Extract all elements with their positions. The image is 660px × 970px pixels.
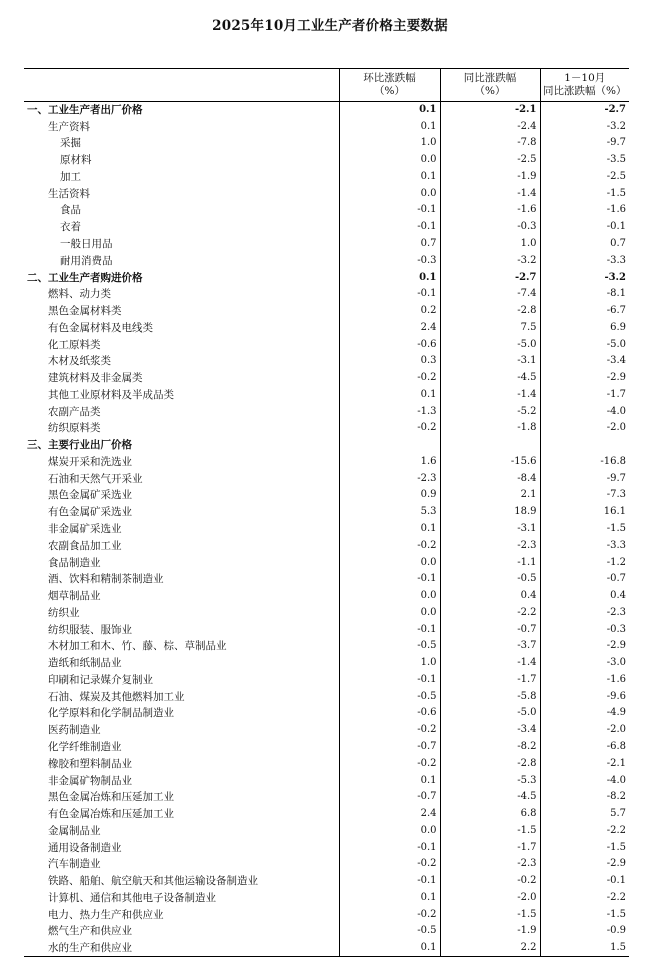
row-label: 印刷和记录媒介复制业 [48, 673, 153, 686]
row-ytd-value: -0.1 [540, 219, 629, 236]
row-ytd-value: -2.9 [540, 638, 629, 655]
table-row [24, 135, 629, 152]
row-label: 化学纤维制造业 [48, 740, 122, 753]
row-label: 生产资料 [48, 120, 90, 133]
header-item-column [24, 69, 339, 102]
row-ytd-value: -1.2 [540, 554, 629, 571]
table-row [24, 621, 629, 638]
table-row [24, 169, 629, 186]
table-row [24, 152, 629, 169]
row-ytd-value: -7.3 [540, 487, 629, 504]
row-yoy-value: -1.7 [440, 672, 540, 689]
row-mom-value: -0.2 [339, 906, 440, 923]
table-row [24, 672, 629, 689]
row-mom-value: -0.1 [339, 621, 440, 638]
row-mom-value: 5.3 [339, 504, 440, 521]
table-row [24, 387, 629, 404]
table-row [24, 588, 629, 605]
row-mom-value: -0.1 [339, 873, 440, 890]
row-label: 燃气生产和供应业 [48, 925, 132, 938]
row-ytd-value: -1.7 [540, 387, 629, 404]
table-row [24, 303, 629, 320]
row-label: 医药制造业 [48, 724, 101, 737]
table-row [24, 906, 629, 923]
table-row [24, 319, 629, 336]
table-row [24, 403, 629, 420]
row-mom-value: -0.1 [339, 219, 440, 236]
row-ytd-value: -1.5 [540, 185, 629, 202]
row-label: 有色金属冶炼和压延加工业 [48, 808, 174, 821]
row-mom-value: 2.4 [339, 319, 440, 336]
table-row [24, 722, 629, 739]
row-label: 其他工业原材料及半成品类 [48, 388, 174, 401]
table-row [24, 822, 629, 839]
row-label: 木材加工和木、竹、藤、棕、草制品业 [48, 640, 227, 653]
row-yoy-value: -2.0 [440, 889, 540, 906]
row-mom-value: -0.2 [339, 856, 440, 873]
row-yoy-value: -2.8 [440, 755, 540, 772]
row-label: 汽车制造业 [48, 858, 101, 871]
table-row [24, 269, 629, 286]
row-ytd-value: -3.3 [540, 537, 629, 554]
table-row [24, 219, 629, 236]
row-label: 黑色金属矿采选业 [48, 489, 132, 502]
row-ytd-value: -1.6 [540, 202, 629, 219]
row-yoy-value: 1.0 [440, 236, 540, 253]
row-label: 黑色金属材料类 [48, 305, 122, 318]
row-yoy-value: -1.1 [440, 554, 540, 571]
row-ytd-value: -2.9 [540, 370, 629, 387]
table-row [24, 370, 629, 387]
row-yoy-value: -1.4 [440, 655, 540, 672]
row-ytd-value: 6.9 [540, 319, 629, 336]
row-ytd-value: -3.2 [540, 118, 629, 135]
row-label: 木材及纸浆类 [48, 355, 111, 368]
row-ytd-value: -8.2 [540, 789, 629, 806]
row-label: 通用设备制造业 [48, 841, 122, 854]
row-ytd-value: -2.1 [540, 755, 629, 772]
row-mom-value: 0.1 [339, 521, 440, 538]
row-ytd-value: -9.6 [540, 688, 629, 705]
row-mom-value: -0.1 [339, 672, 440, 689]
row-ytd-value: -3.0 [540, 655, 629, 672]
table-row [24, 504, 629, 521]
row-mom-value: 0.3 [339, 353, 440, 370]
row-ytd-value: -8.1 [540, 286, 629, 303]
row-label: 纺织原料类 [48, 422, 101, 435]
table-row [24, 755, 629, 772]
row-ytd-value: -0.9 [540, 923, 629, 940]
table-row [24, 789, 629, 806]
table-row [24, 102, 629, 119]
row-yoy-value: -2.3 [440, 537, 540, 554]
header-yoy-change: 同比涨跌幅 （%） [440, 69, 540, 102]
row-yoy-value: -3.7 [440, 638, 540, 655]
row-mom-value: -0.6 [339, 336, 440, 353]
row-label: 建筑材料及非金属类 [48, 372, 143, 385]
row-ytd-value: 1.5 [540, 940, 629, 957]
row-mom-value: 0.1 [339, 102, 440, 119]
row-label: 一般日用品 [60, 238, 113, 250]
row-yoy-value [440, 437, 540, 454]
row-mom-value: -0.5 [339, 638, 440, 655]
row-ytd-value [540, 437, 629, 454]
table-row [24, 688, 629, 705]
row-label: 橡胶和塑料制品业 [48, 757, 132, 770]
row-yoy-value: -4.5 [440, 370, 540, 387]
table-row [24, 286, 629, 303]
row-label: 纺织服装、服饰业 [48, 623, 132, 636]
row-mom-value: -0.1 [339, 286, 440, 303]
table-row [24, 705, 629, 722]
header-ytd-yoy-change: 1－10月 同比涨跌幅（%） [540, 69, 629, 102]
row-label: 化工原料类 [48, 338, 101, 351]
row-label: 二、工业生产者购进价格 [27, 271, 143, 284]
table-row [24, 336, 629, 353]
row-label: 耐用消费品 [60, 254, 113, 267]
row-ytd-value: -2.0 [540, 722, 629, 739]
row-label: 电力、热力生产和供应业 [48, 908, 164, 921]
row-yoy-value: -3.1 [440, 521, 540, 538]
row-ytd-value: -9.7 [540, 135, 629, 152]
table-row [24, 873, 629, 890]
row-label: 石油、煤炭及其他燃料加工业 [48, 690, 185, 703]
row-label: 燃料、动力类 [48, 288, 111, 301]
row-ytd-value: -6.8 [540, 739, 629, 756]
row-yoy-value: -0.7 [440, 621, 540, 638]
row-mom-value: 1.0 [339, 135, 440, 152]
row-yoy-value: -2.1 [440, 102, 540, 119]
row-mom-value: -0.2 [339, 755, 440, 772]
table-row [24, 487, 629, 504]
row-mom-value: -0.7 [339, 789, 440, 806]
row-mom-value: -0.2 [339, 537, 440, 554]
table-row [24, 739, 629, 756]
table-row [24, 940, 629, 957]
document-title: 2025年10月工业生产者价格主要数据 [212, 18, 448, 34]
table-row [24, 655, 629, 672]
row-label: 铁路、船舶、航空航天和其他运输设备制造业 [48, 875, 258, 888]
row-label: 煤炭开采和洗选业 [48, 455, 132, 468]
row-mom-value: 0.7 [339, 236, 440, 253]
row-mom-value: -0.1 [339, 571, 440, 588]
row-yoy-value: -4.5 [440, 789, 540, 806]
row-yoy-value: -2.5 [440, 152, 540, 169]
row-ytd-value: -3.4 [540, 353, 629, 370]
table-row [24, 571, 629, 588]
row-ytd-value: -5.0 [540, 336, 629, 353]
table-row [24, 839, 629, 856]
row-yoy-value: -1.9 [440, 169, 540, 186]
row-yoy-value: -5.8 [440, 688, 540, 705]
table-row [24, 537, 629, 554]
row-label: 农副食品加工业 [48, 539, 122, 552]
row-mom-value: 1.6 [339, 454, 440, 471]
row-label: 非金属矿采选业 [48, 523, 122, 536]
row-ytd-value: 0.7 [540, 236, 629, 253]
row-mom-value: -0.2 [339, 722, 440, 739]
table-row [24, 420, 629, 437]
row-mom-value: 0.1 [339, 889, 440, 906]
row-yoy-value: -1.5 [440, 906, 540, 923]
row-mom-value: 0.1 [339, 940, 440, 957]
row-yoy-value: 6.8 [440, 806, 540, 823]
row-mom-value: -0.5 [339, 923, 440, 940]
row-label: 食品制造业 [48, 556, 101, 569]
row-mom-value: -0.1 [339, 839, 440, 856]
row-ytd-value: -3.5 [540, 152, 629, 169]
table-row [24, 554, 629, 571]
row-ytd-value: -3.3 [540, 252, 629, 269]
row-ytd-value: -2.7 [540, 102, 629, 119]
row-yoy-value: -1.9 [440, 923, 540, 940]
table-row [24, 521, 629, 538]
row-mom-value: -0.2 [339, 370, 440, 387]
row-yoy-value: -2.4 [440, 118, 540, 135]
row-mom-value: -0.3 [339, 252, 440, 269]
row-label: 化学原料和化学制品制造业 [48, 707, 174, 720]
row-yoy-value: -1.7 [440, 839, 540, 856]
row-yoy-value: -15.6 [440, 454, 540, 471]
table-row [24, 806, 629, 823]
row-mom-value: -0.6 [339, 705, 440, 722]
row-mom-value: 0.0 [339, 554, 440, 571]
row-yoy-value: -3.1 [440, 353, 540, 370]
row-mom-value: 0.1 [339, 387, 440, 404]
row-ytd-value: -2.0 [540, 420, 629, 437]
table-row [24, 638, 629, 655]
row-yoy-value: -3.2 [440, 252, 540, 269]
row-label: 采掘 [60, 137, 81, 150]
row-yoy-value: -2.7 [440, 269, 540, 286]
table-row [24, 772, 629, 789]
row-yoy-value: -2.8 [440, 303, 540, 320]
row-label: 纺织业 [48, 606, 80, 619]
row-yoy-value: 2.2 [440, 940, 540, 957]
row-ytd-value: -1.5 [540, 839, 629, 856]
table-row [24, 604, 629, 621]
row-yoy-value: -0.2 [440, 873, 540, 890]
row-mom-value: 0.1 [339, 269, 440, 286]
row-ytd-value: -6.7 [540, 303, 629, 320]
row-ytd-value: 16.1 [540, 504, 629, 521]
row-mom-value: 2.4 [339, 806, 440, 823]
row-label: 农副产品类 [48, 405, 101, 418]
row-yoy-value: 0.4 [440, 588, 540, 605]
row-mom-value: 0.9 [339, 487, 440, 504]
row-ytd-value: -2.9 [540, 856, 629, 873]
row-ytd-value: -0.7 [540, 571, 629, 588]
table-row [24, 470, 629, 487]
row-mom-value: 0.0 [339, 152, 440, 169]
table-header-row [24, 69, 629, 102]
table-row [24, 454, 629, 471]
row-yoy-value: -1.4 [440, 185, 540, 202]
row-mom-value: 0.1 [339, 169, 440, 186]
row-mom-value: -0.2 [339, 420, 440, 437]
row-label: 有色金属材料及电线类 [48, 321, 153, 334]
row-ytd-value: -2.3 [540, 604, 629, 621]
row-yoy-value: 7.5 [440, 319, 540, 336]
header-mom-change: 环比涨跌幅 （%） [339, 69, 440, 102]
row-label: 烟草制品业 [48, 590, 101, 603]
row-label: 衣着 [60, 221, 81, 234]
row-mom-value: -0.1 [339, 202, 440, 219]
row-ytd-value: -4.0 [540, 772, 629, 789]
row-label: 一、工业生产者出厂价格 [27, 104, 143, 117]
row-mom-value: -2.3 [339, 470, 440, 487]
row-ytd-value: -2.2 [540, 889, 629, 906]
row-label: 非金属矿物制品业 [48, 774, 132, 787]
row-ytd-value: -1.6 [540, 672, 629, 689]
row-mom-value [339, 437, 440, 454]
row-mom-value: -0.7 [339, 739, 440, 756]
row-mom-value: 1.0 [339, 655, 440, 672]
table-row [24, 923, 629, 940]
row-mom-value: 0.1 [339, 118, 440, 135]
table-row [24, 437, 629, 454]
row-mom-value: 0.0 [339, 604, 440, 621]
row-ytd-value: -1.5 [540, 906, 629, 923]
row-yoy-value: -1.6 [440, 202, 540, 219]
row-ytd-value: 0.4 [540, 588, 629, 605]
row-ytd-value: -4.9 [540, 705, 629, 722]
row-ytd-value: 5.7 [540, 806, 629, 823]
row-label: 有色金属矿采选业 [48, 506, 132, 519]
row-label: 生活资料 [48, 187, 90, 200]
row-yoy-value: -1.4 [440, 387, 540, 404]
row-label: 三、主要行业出厂价格 [27, 439, 132, 452]
row-ytd-value: -3.2 [540, 269, 629, 286]
row-mom-value: 0.0 [339, 588, 440, 605]
row-ytd-value: -2.2 [540, 822, 629, 839]
table-body [24, 102, 629, 957]
row-yoy-value: -2.2 [440, 604, 540, 621]
row-yoy-value: -1.5 [440, 822, 540, 839]
row-yoy-value: 2.1 [440, 487, 540, 504]
row-label: 黑色金属冶炼和压延加工业 [48, 791, 174, 804]
row-yoy-value: -8.4 [440, 470, 540, 487]
row-ytd-value: -2.5 [540, 169, 629, 186]
row-mom-value: -0.5 [339, 688, 440, 705]
row-label: 原材料 [60, 154, 92, 167]
row-mom-value: 0.2 [339, 303, 440, 320]
row-yoy-value: -7.4 [440, 286, 540, 303]
table-row [24, 252, 629, 269]
row-label: 酒、饮料和精制茶制造业 [48, 573, 164, 586]
price-data-table [24, 68, 629, 957]
row-yoy-value: -5.0 [440, 336, 540, 353]
row-mom-value: 0.0 [339, 185, 440, 202]
row-label: 水的生产和供应业 [24, 940, 339, 957]
row-mom-value: 0.1 [339, 772, 440, 789]
row-mom-value: -1.3 [339, 403, 440, 420]
row-yoy-value: -0.3 [440, 219, 540, 236]
row-yoy-value: -0.5 [440, 571, 540, 588]
table-row [24, 353, 629, 370]
row-yoy-value: -8.2 [440, 739, 540, 756]
row-yoy-value: -5.3 [440, 772, 540, 789]
row-mom-value: 0.0 [339, 822, 440, 839]
row-yoy-value: -7.8 [440, 135, 540, 152]
row-ytd-value: -1.5 [540, 521, 629, 538]
row-ytd-value: -16.8 [540, 454, 629, 471]
table-row [24, 889, 629, 906]
row-label: 石油和天然气开采业 [48, 472, 143, 485]
row-yoy-value: -2.3 [440, 856, 540, 873]
row-yoy-value: 18.9 [440, 504, 540, 521]
row-ytd-value: -9.7 [540, 470, 629, 487]
row-label: 食品 [60, 204, 81, 217]
table-row [24, 856, 629, 873]
row-yoy-value: -3.4 [440, 722, 540, 739]
row-ytd-value: -4.0 [540, 403, 629, 420]
table-row [24, 236, 629, 253]
row-label: 计算机、通信和其他电子设备制造业 [48, 891, 216, 904]
row-yoy-value: -1.8 [440, 420, 540, 437]
table-row [24, 118, 629, 135]
row-ytd-value: -0.3 [540, 621, 629, 638]
row-yoy-value: -5.0 [440, 705, 540, 722]
table-row [24, 185, 629, 202]
table-row [24, 202, 629, 219]
row-yoy-value: -5.2 [440, 403, 540, 420]
row-ytd-value: -0.1 [540, 873, 629, 890]
row-label: 造纸和纸制品业 [48, 657, 122, 670]
row-label: 加工 [60, 170, 81, 183]
row-label: 金属制品业 [48, 824, 101, 837]
